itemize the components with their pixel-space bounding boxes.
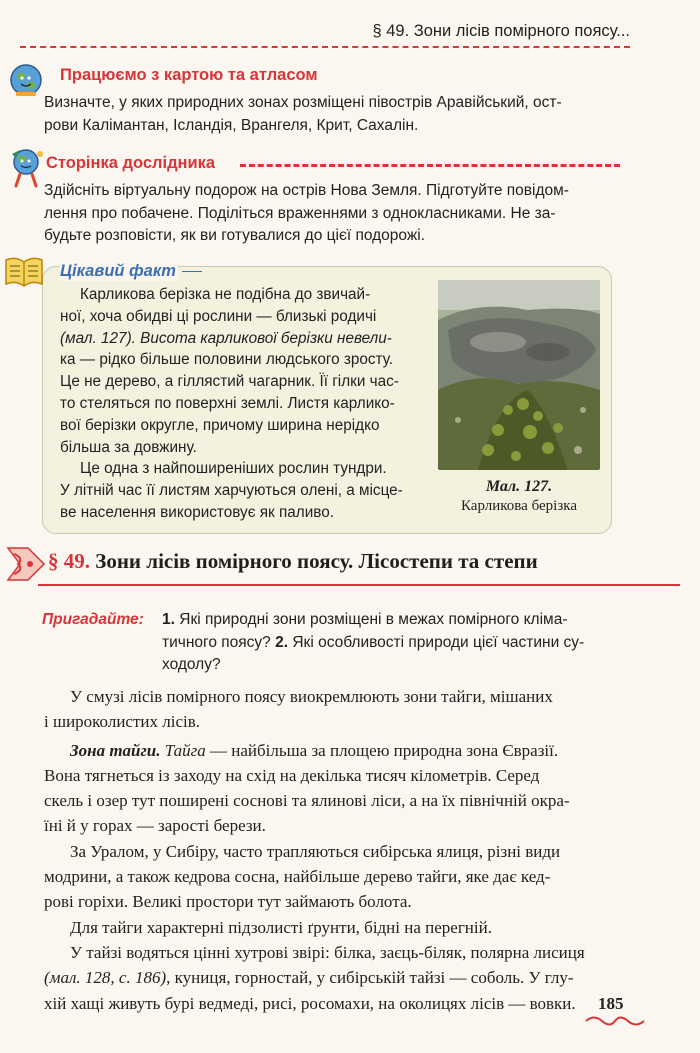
- fact-line: ка — рідко більше половини людського зросту.: [60, 351, 394, 369]
- globe-icon: [8, 62, 44, 98]
- question-text: тичного поясу?: [162, 633, 271, 651]
- fact-line: Це не дерево, а гіллястий чагарник. Її гілки час-: [60, 373, 399, 391]
- fact-line: ної, хоча обидві ці рослини — близькі родичі: [60, 307, 377, 325]
- term-bold: Зона тайги.: [70, 740, 161, 760]
- fact-title-line: [182, 271, 202, 272]
- fact-line: вої берізки округле, причому ширина нерідко: [60, 416, 380, 434]
- research-rule: [240, 164, 620, 167]
- body-text: [44, 684, 636, 1016]
- dwarf-birch-photo: [438, 280, 600, 470]
- figure-label: Мал. 127.: [485, 478, 553, 495]
- page-number: 185: [598, 994, 624, 1013]
- research-line: Здійсніть віртуальну подорож на острів Нова Земля. Підготуйте повідом-: [44, 182, 569, 199]
- fact-line: Карликова берізка не подібна до звичай-: [80, 286, 371, 303]
- text-line: — найбільша за площею природна зона Євразії.: [205, 740, 559, 760]
- text-line: хій хащі живуть бурі ведмеді, рисі, росомахи, на околицях лісів — вовки.: [44, 993, 576, 1013]
- text-line: модрини, а також кедрова сосна, найбільше дерево тайги, яке дає кед-: [44, 867, 551, 887]
- fact-title: Цікавий факт: [60, 262, 176, 280]
- research-title: Сторінка дослідника: [46, 154, 216, 172]
- paragraph: [44, 738, 636, 839]
- text-line: У смузі лісів помірного поясу виокремлюють зони тайги, мішаних: [70, 687, 553, 706]
- map-task-line: Визначте, у яких природних зонах розміщені півострів Аравійський, ост-: [44, 94, 562, 111]
- text-line: Вона тягнеться із заходу на схід на декілька тисяч кілометрів. Серед: [44, 765, 540, 785]
- fact-line: У літній час її листям харчуються олені, а місце-: [60, 482, 403, 500]
- explorer-icon: [6, 146, 46, 188]
- fact-line: то стеляться по поверхні землі. Листя карлико-: [60, 394, 395, 412]
- fact-line: більша за довжину.: [60, 438, 197, 456]
- question-number: 2.: [275, 633, 289, 651]
- figure-reference: (мал. 128, с. 186): [44, 968, 167, 988]
- question-text: Які особливості природи цієї частини су-: [292, 633, 585, 651]
- text-line: скель і озер тут поширені соснові та ялинові ліси, а на їх північній окра-: [44, 791, 570, 811]
- ornament-icon: [4, 544, 48, 584]
- section-rule: [38, 584, 680, 586]
- research-line: будьте розповісти, як ви готувалися до цієї подорожі.: [44, 227, 425, 244]
- section-heading: [48, 549, 538, 574]
- recall-questions: [162, 609, 608, 677]
- research-text: [44, 180, 638, 248]
- fact-line: (мал. 127). Висота карликової берізки невели-: [60, 329, 392, 347]
- running-header: § 49. Зони лісів помірного поясу...: [372, 22, 630, 40]
- map-task-text: [44, 92, 638, 137]
- recall-label: Пригадайте:: [42, 611, 144, 628]
- question-text: ходолу?: [162, 656, 221, 673]
- text-line: Для тайги характерні підзолисті ґрунти, бідні на перегній.: [70, 917, 492, 937]
- text-line: їні й у горах — зарості берези.: [44, 816, 266, 836]
- header-divider: [20, 46, 630, 48]
- paragraph: [44, 839, 636, 915]
- paragraph: [44, 684, 636, 735]
- paragraph: [44, 940, 636, 1016]
- text-line: , куниця, горностай, у сибірській тайзі — соболь. У глу-: [166, 968, 574, 988]
- term-italic: Тайга: [164, 740, 206, 760]
- research-line: лення про побачене. Поділіться враженнями з однокласниками. Не за-: [44, 204, 556, 222]
- open-book-icon: [2, 254, 46, 290]
- section-title: Зони лісів помірного поясу. Лісостепи та степи: [95, 549, 538, 573]
- fact-text: [60, 284, 426, 524]
- text-line: У тайзі водяться цінні хутрові звірі: білка, заєць-біляк, полярна лисиця: [70, 942, 585, 962]
- figure-caption: Карликова берізка: [460, 498, 577, 514]
- map-task-line: рови Калімантан, Ісландія, Врангеля, Крит, Сахалін.: [44, 116, 419, 134]
- fact-line: Це одна з найпоширеніших рослин тундри.: [80, 460, 387, 478]
- fact-line: ве населення використовує як паливо.: [60, 503, 334, 521]
- paragraph: [44, 915, 636, 940]
- page-ornament: [584, 1014, 646, 1028]
- text-line: За Уралом, у Сибіру, часто трапляються сибірська ялиця, різні види: [70, 841, 561, 861]
- map-task-title: Працюємо з картою та атласом: [60, 66, 318, 84]
- question-text: Які природні зони розміщені в межах помірного кліма-: [179, 611, 568, 628]
- text-line: рові горіхи. Великі простори тут займають болота.: [44, 892, 412, 912]
- question-number: 1.: [162, 611, 175, 628]
- section-number: § 49.: [48, 549, 90, 573]
- text-line: і широколистих лісів.: [44, 712, 200, 732]
